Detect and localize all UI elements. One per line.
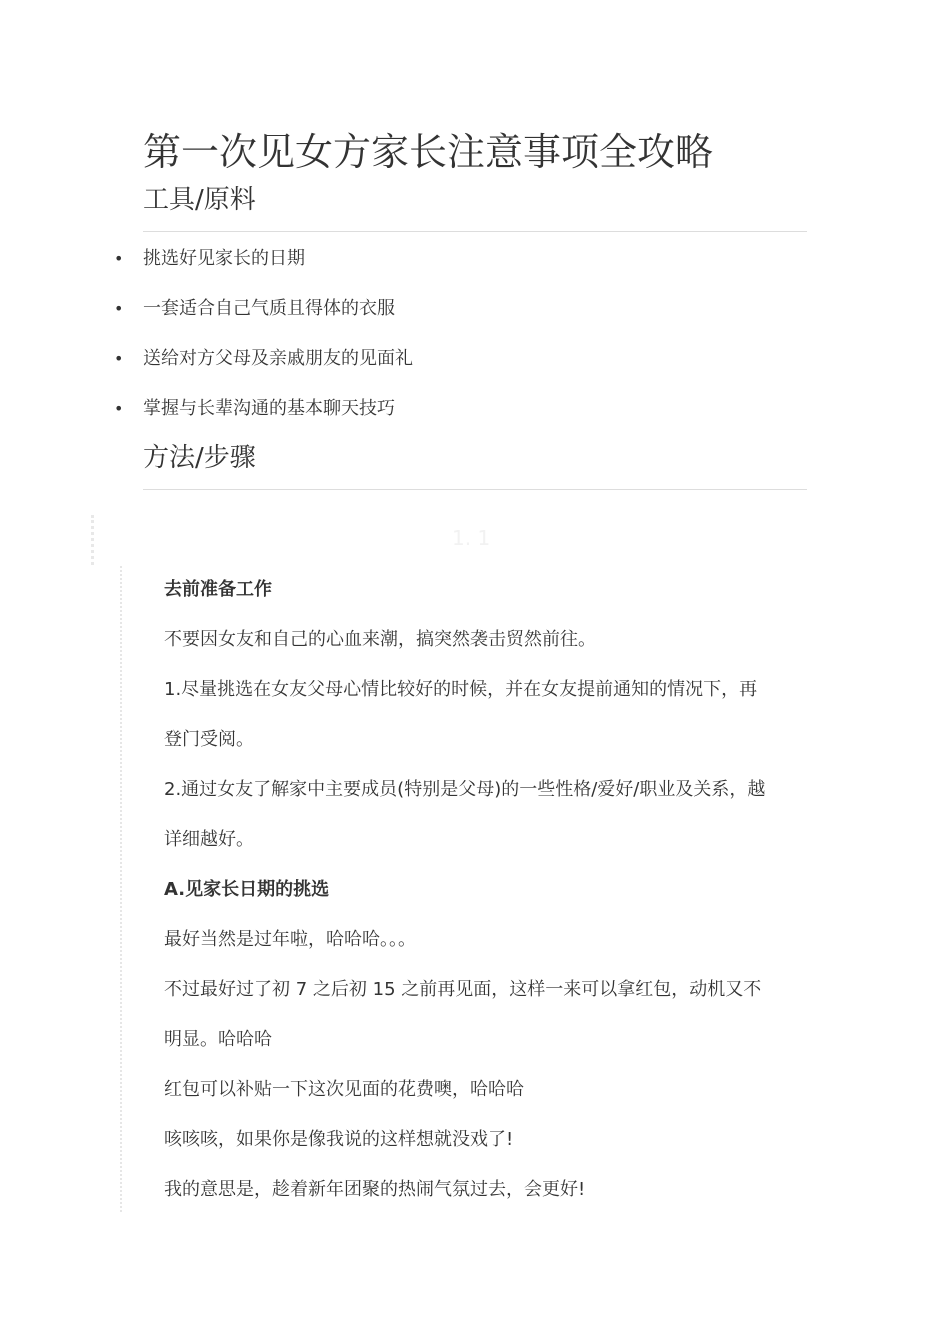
steps-heading: 方法/步骤 bbox=[143, 443, 256, 473]
material-text: 一套适合自己气质且得体的衣服 bbox=[143, 298, 395, 319]
material-text: 送给对方父母及亲戚朋友的见面礼 bbox=[143, 348, 413, 369]
step-paragraph: 明显。哈哈哈 bbox=[164, 1029, 272, 1050]
step-paragraph: 详细越好。 bbox=[164, 829, 254, 850]
bullet-icon: • bbox=[114, 249, 124, 268]
bullet-icon: • bbox=[114, 399, 124, 418]
step-body-bar bbox=[120, 566, 122, 1212]
page-title: 第一次见女方家长注意事项全攻略 bbox=[143, 130, 714, 174]
step-paragraph: 不要因女友和自己的心血来潮，搞突然袭击贸然前往。 bbox=[164, 629, 596, 650]
step-subheading: 去前准备工作 bbox=[164, 579, 272, 600]
bullet-icon: • bbox=[114, 299, 124, 318]
step-paragraph: 不过最好过了初 7 之后初 15 之前再见面，这样一来可以拿红包，动机又不 bbox=[164, 979, 762, 1000]
step-content bbox=[164, 565, 809, 1215]
step-paragraph: 登门受阅。 bbox=[164, 729, 254, 750]
step-subheading: A.见家长日期的挑选 bbox=[164, 879, 330, 900]
material-text: 掌握与长辈沟通的基本聊天技巧 bbox=[143, 398, 395, 419]
step-paragraph: 2.通过女友了解家中主要成员(特别是父母)的一些性格/爱好/职业及关系，越 bbox=[164, 779, 766, 800]
step-paragraph: 我的意思是，趁着新年团聚的热闹气氛过去，会更好! bbox=[164, 1179, 586, 1200]
step-paragraph: 最好当然是过年啦，哈哈哈。。。 bbox=[164, 929, 416, 950]
material-text: 挑选好见家长的日期 bbox=[143, 248, 305, 269]
step-number: 1. 1 bbox=[452, 526, 491, 550]
step-paragraph: 咳咳咳，如果你是像我说的这样想就没戏了! bbox=[164, 1129, 514, 1150]
step-number-bar bbox=[91, 515, 94, 565]
steps-divider bbox=[143, 489, 807, 490]
materials-divider bbox=[143, 231, 807, 232]
step-paragraph: 1.尽量挑选在女友父母心情比较好的时候，并在女友提前通知的情况下，再 bbox=[164, 679, 758, 700]
materials-heading: 工具/原料 bbox=[143, 185, 256, 215]
bullet-icon: • bbox=[114, 349, 124, 368]
step-paragraph: 红包可以补贴一下这次见面的花费噢，哈哈哈 bbox=[164, 1079, 524, 1100]
